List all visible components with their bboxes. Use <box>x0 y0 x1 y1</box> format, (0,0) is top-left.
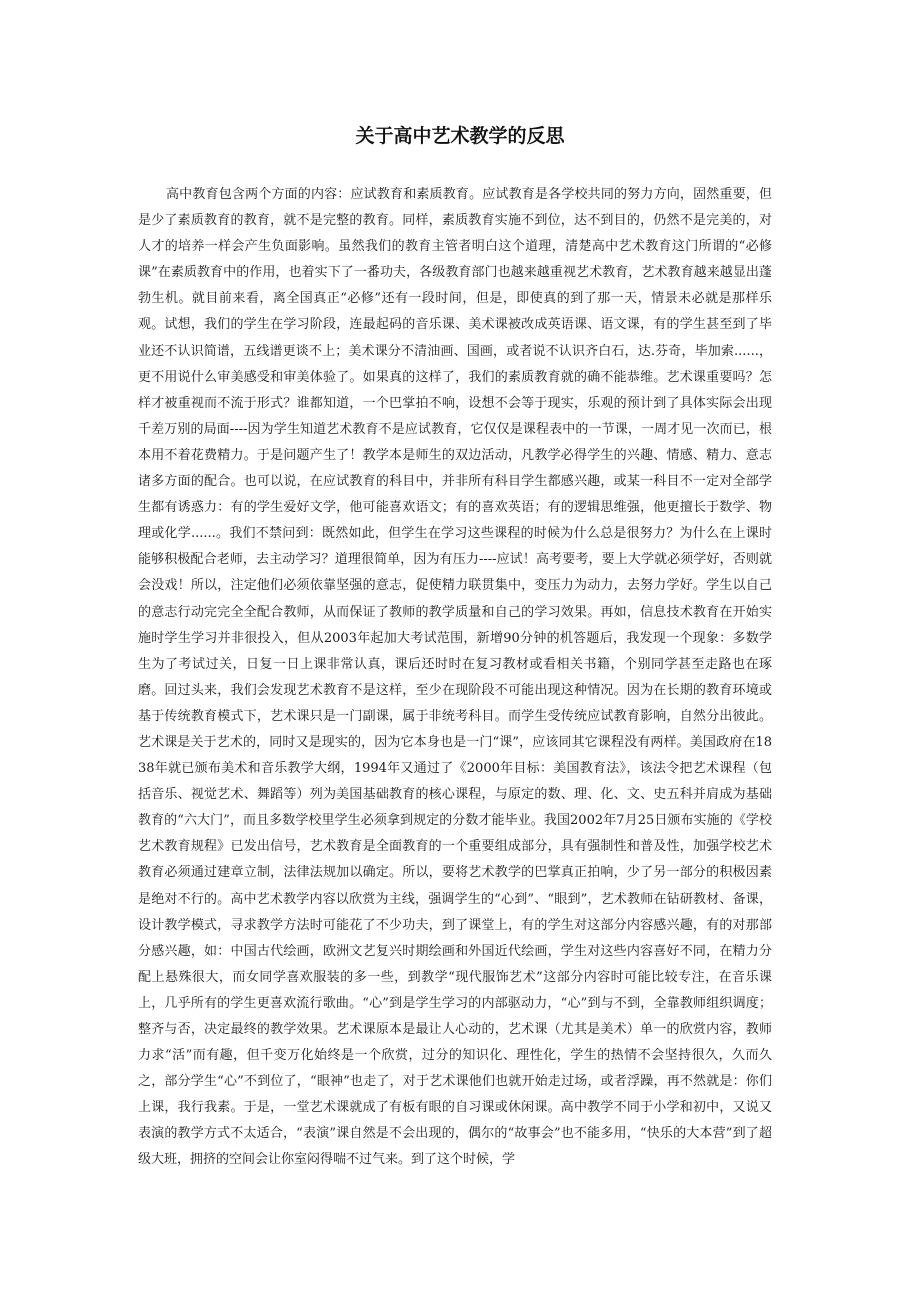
document-title: 关于高中艺术教学的反思 <box>355 125 565 147</box>
body-paragraph: 高中教育包含两个方面的内容：应试教育和素质教育。应试教育是各学校共同的努力方向，固然重要，但是少了素质教育的教育，就不是完整的教育。同样，素质教育实施不到位，达不到目的，仍然不是完美的，对人才的培养一样会产生负面影响。虽然我们的教育主管者明白这个道理，清楚高中艺术教育这门所谓的“必修课”在素质教育中的作用，也着实下了一番功夫，各级教育部门也越来越重视艺术教育，艺术教育越来越显出蓬勃生机。就目前来看，离全国真正“必修”还有一段时间，但是，即使真的到了那一天，情景未必就是那样乐观。试想，我们的学生在学习阶段，连最起码的音乐课、美术课被改成英语课、语文课，有的学生甚至到了毕业还不认识简谱，五线谱更谈不上；美术课分不清油画、国画，或者说不认识齐白石，达.芬奇，毕加索......，更不用说什么审美感受和审美体验了。如果真的这样了，我们的素质教育就的确不能恭维。艺术课重要吗？怎样才被重视而不流于形式？谁都知道，一个巴掌拍不响，设想不会等于现实，乐观的预计到了具体实际会出现千差万别的局面----因为学生知道艺术教育不是应试教育，它仅仅是课程表中的一节课，一周才见一次而已，根本用不着花费精力。于是问题产生了！教学本是师生的双边活动，凡教学必得学生的兴趣、情感、精力、意志诸多方面的配合。也可以说，在应试教育的科目中，并非所有科目学生都感兴趣，或某一科目不一定对全部学生都有诱惑力：有的学生爱好文学，他可能喜欢语文；有的喜欢英语；有的逻辑思维强，他更擅长于数学、物理或化学......。我们不禁问到：既然如此，但学生在学习这些课程的时候为什么总是很努力？为什么在上课时能够积极配合老师，去主动学习？道理很简单，因为有压力----应试！高考要考，要上大学就必须学好，否则就会没戏！所以，注定他们必须依靠坚强的意志，促使精力联贯集中，变压力为动力，去努力学好。学生以自己的意志行动完完全全配合教师，从而保证了教师的教学质量和自己的学习效果。再如，信息技术教育在开始实施时学生学习并非很投入，但从2003年起加大考试范围，新增90分钟的机答题后，我发现一个现象：多数学生为了考试过关，日复一日上课非常认真，课后还时时在复习教材或看相关书籍，个别同学甚至走路也在琢磨。回过头来，我们会发现艺术教育不是这样，至少在现阶段不可能出现这种情况。因为在长期的教育环境或基于传统教育模式下，艺术课只是一门副课，属于非统考科目。而学生受传统应试教育影响，自然分出彼此。艺术课是关于艺术的，同时又是现实的，因为它本身也是一门“课”，应该同其它课程没有两样。美国政府在1838年就已颁布美术和音乐教学大纲，1994年又通过了《2000年目标：美国教育法》，该法令把艺术课程（包括音乐、视觉艺术、舞蹈等）列为美国基础教育的核心课程，与原定的数、理、化、文、史五科并肩成为基础教育的“六大门”，而且多数学校里学生必须拿到规定的分数才能毕业。我国2002年7月25日颁布实施的《学校艺术教育规程》已发出信号，艺术教育是全面教育的一个重要组成部分，具有强制性和普及性，加强学校艺术教育必须通过建章立制，法律法规加以确定。所以，要将艺术教学的巴掌真正拍响，少了另一部分的积极因素是绝对不行的。高中艺术教学内容以欣赏为主线，强调学生的“心到”、“眼到”，艺术教师在钻研教材、备课，设计教学模式，寻求教学方法时可能花了不少功夫，到了课堂上，有的学生对这部分内容感兴趣，有的对那部分感兴趣，如：中国古代绘画，欧洲文艺复兴时期绘画和外国近代绘画，学生对这些内容喜好不同，在精力分配上悬殊很大，而女同学喜欢服装的多一些，到教学“现代服饰艺术”这部分内容时可能比较专注，在音乐课上，几乎所有的学生更喜欢流行歌曲。“心”到是学生学习的内部驱动力，“心”到与不到，全靠教师组织调度；整齐与否，决定最终的教学效果。艺术课原本是最让人心动的，艺术课（尤其是美术）单一的欣赏内容，教师力求“活”而有趣，但千变万化始终是一个欣赏，过分的知识化、理性化，学生的热情不会坚持很久，久而久之，部分学生“心”不到位了，“眼神”也走了，对于艺术课他们也就开始走过场，或者浮躁，再不然就是：你们上课，我行我素。于是，一堂艺术课就成了有板有眼的自习课或休闲课。高中教学不同于小学和初中，又说又表演的教学方式不太适合，“表演”课自然是不会出现的，偶尔的“故事会”也不能多用，“快乐的大本营”到了超级大班，拥挤的空间会让你室闷得喘不过气来。到了这个时候，学 <box>138 187 772 1168</box>
